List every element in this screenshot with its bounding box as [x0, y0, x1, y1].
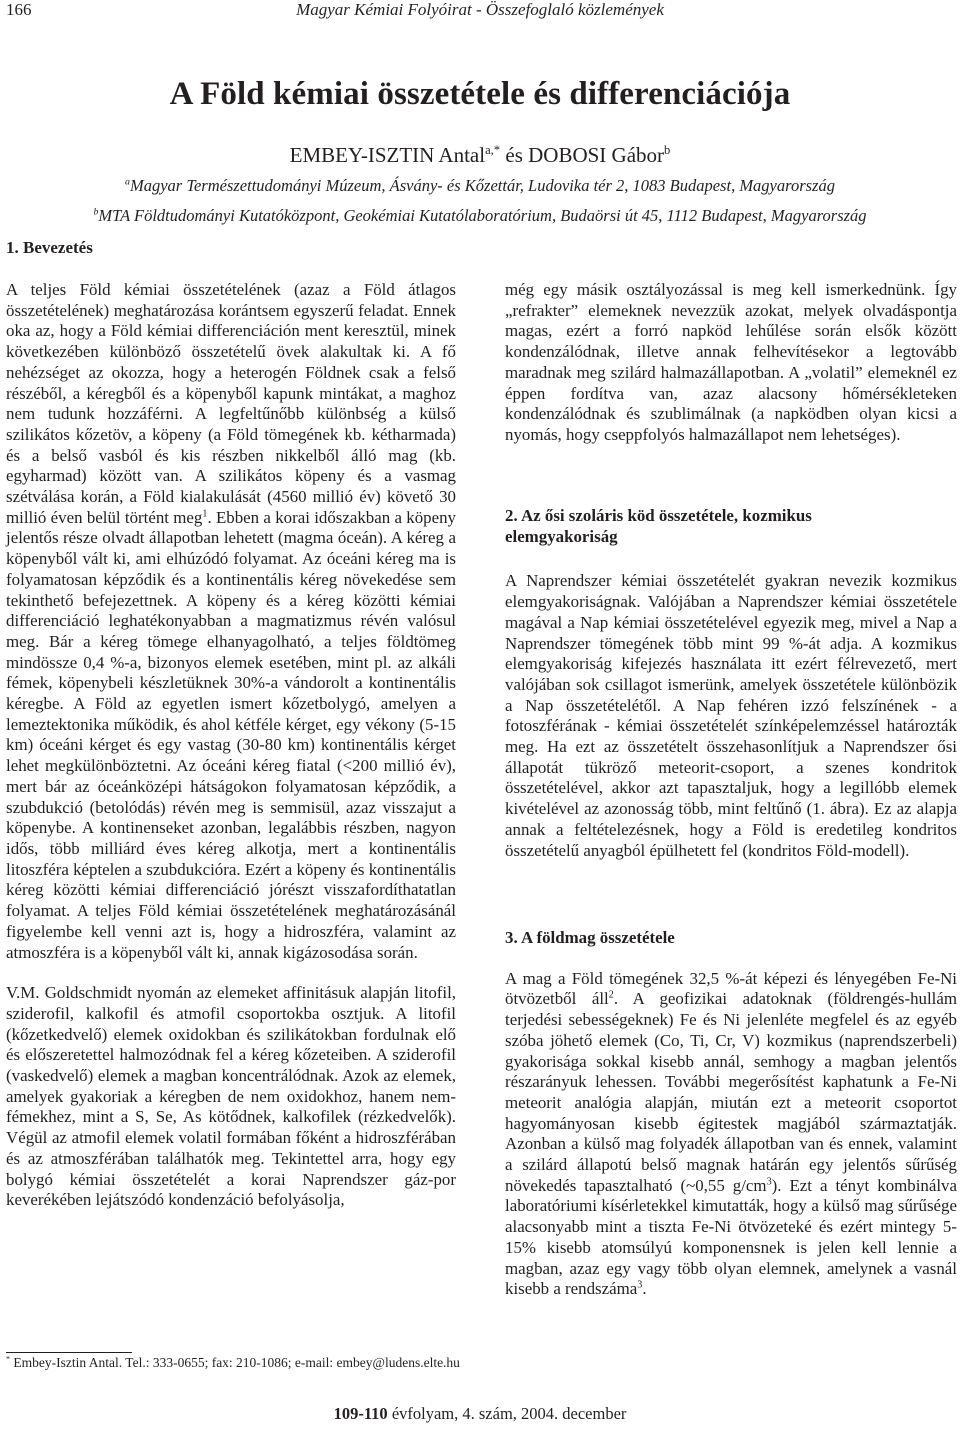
- unit-superscript: 3: [766, 1176, 772, 1188]
- paragraph-goldschmidt: V.M. Goldschmidt nyomán az elemeket affinitásuk alapján litofil, sziderofil, kalkofil és atmofil csoportokba osztjuk. A litofil (kőzetkedvelő) elemek oxidokban és szilikátokban fordulnak elő és előszeretettel halmozódnak fel a kéreg kőzeteiben. A sziderofil (vaskedvelő) elemek a magban koncentrálódnak. Azok az elemek, amelyek gyakoriak a kéregben de nem oxidokhoz, hanem nem-fémekhez, mint a S, Se, As kötődnek, kalkofilek (rézkedvelők). Végül az atmofil elemek volatil formában főként a hidroszférában és az atmoszférában találhatók meg. Tekintettel arra, hogy egy bolygó kémiai összetételét a korai Naprendszer gáz-por keverékében lejátszódó kondenzáció befolyásolja,: [6, 983, 456, 1210]
- paragraph-intro-part-1: A teljes Föld kémiai összetételének (azaz a Föld átlagos összetételének) meghatározása korántsem egyszerű feladat. Ennek oka az, hogy a Föld kémiai differenciáción ment keresztül, minek következében különböző összetételű övek alakultak ki. A fő nehézséget az okozza, hogy a heterogén Földnek csak a felső részéből, a kéregből és a köpenyből kapunk mintákat, a maghoz nem tudunk hozzáférni. A legfeltűnőbb különbség a külső szilikátos kőzetöv, a köpeny (a Föld tömegének kb. kétharmada) és a belső vasból és kis részben nikkelből álló mag (kb. egyharmad) között van. A szilikátos köpeny és a vasmag szétválása korán, a Föld kialakulását (4560 millió év) követő 30 millió éven belül történt meg: [6, 280, 456, 527]
- section-heading-3: 3. A földmag összetétele: [505, 928, 675, 947]
- paragraph-core: [505, 969, 957, 1300]
- author-join: és: [500, 143, 529, 167]
- page-number: 166: [6, 0, 32, 19]
- paragraph-intro: [6, 280, 456, 963]
- footnote: [6, 1355, 460, 1371]
- reference-mark: 1: [202, 508, 208, 520]
- paragraph-core-part-4: .: [642, 1279, 647, 1299]
- paragraph-refractory: még egy másik osztályozással is meg kell ismerkednünk. Így „refrakter” elemeknek nevezzük azokat, melyek olvadáspontja magas, ezért a forró napköd lehűlése során elsők között kondenzálódnak, illetve annak felhevítésekor a legtovább maradnak meg szilárd halmazállapotban. A „volatil” elemeknél ez éppen fordítva van, azaz alacsony hőmérsékleteken kondenzálódnak és szublimálnak (a napködben olyan kicsi a nyomás, hogy cseppfolyós halmazállapot nem lehetséges).: [505, 280, 957, 444]
- reference-mark-3: 3: [637, 1279, 643, 1291]
- article-title: A Föld kémiai összetétele és differenciációja: [169, 76, 791, 112]
- paragraph-intro-part-2: . Ebben a korai időszakban a köpeny jelentős része olvadt állapotban lehetett (magma óceán). A kéreg a köpenyből vált ki, ami elhúzódó folyamat. Az óceáni kéreg ma is folyamatosan képződik és a kontinentális kéreg növekedése sem tekinthető befejezettnek. A köpeny és a kéreg közötti kémiai differenciáció leghatékonyabban a magmatizmus révén valósul meg. Bár a kéreg tömege elhanyagolható, a teljes földtömeg mindössze 0,4 %-a, bizonyos elemek esetében, mint pl. az alkáli fémek, köpenybeli készletüknek 30%-a vándorolt a kontinentális kéregbe. A Föld az egyetlen ismert kőzetbolygó, amelyen a lemeztektonika működik, és ahol kétféle kérget, egy vékony (5-15 km) óceáni kérget és egy vastag (30-80 km) kontinentális kérget lehet megkülönböztetni. Az óceáni kéreg fiatal (<200 millió év), mert bár az óceánközépi hátságokon folyamatosan képződik, a szubdukció (betolódás) révén meg is semmisül, azaz visszajut a köpenybe. A kontinenseket azonban, legalábbis részben, nagyon idős, több milliárd éves kéreg alkotja, mert a kontinentális litoszféra képtelen a szubdukcióra. Ezért a köpeny és kontinentális kéreg közötti kémiai differenciáció jórészt visszafordíthatatlan folyamat. A teljes Föld kémiai összetételének meghatározásánál figyelembe kell venni azt is, hogy a hidroszféra, valamint az atmoszféra is a köpenyből vált ki, annak kigázosodása során.: [6, 507, 456, 962]
- author-2-affiliation-mark: b: [664, 143, 671, 157]
- affiliation-b: [0, 206, 960, 226]
- section-3-block: [505, 928, 957, 1300]
- running-header: Magyar Kémiai Folyóirat - Összefoglaló közlemények: [296, 0, 664, 19]
- affiliation-b-text: MTA Földtudományi Kutatóközpont, Geokémiai Kutatólaboratórium, Budaörsi út 45, 1112 Budapest, Magyarország: [98, 206, 867, 225]
- affiliation-a: [0, 176, 960, 196]
- reference-mark-2: 2: [608, 989, 614, 1001]
- section-heading-2: [505, 506, 957, 547]
- author-2: DOBOSI Gábor: [528, 143, 665, 167]
- author-1: EMBEY-ISZTIN Antal: [289, 143, 486, 167]
- footnote-text: Embey-Isztin Antal. Tel.: 333-0655; fax: 210-1086; e-mail: embey@ludens.elte.hu: [10, 1355, 460, 1370]
- affiliation-a-text: Magyar Természettudományi Múzeum, Ásvány- és Kőzettár, Ludovika tér 2, 1083 Budapest, Magyarország: [129, 176, 835, 195]
- footnote-mark: *: [6, 1354, 11, 1364]
- affiliation-b-mark: b: [93, 206, 99, 218]
- paragraph-core-part-3: ). Ezt a tényt kombinálva laboratóriumi kísérletekkel kimutatták, hogy a külső mag sűrűsége alacsonyabb mint a tiszta Fe-Ni ötvözeteké és ezért mintegy 5-15% kisebb atomsúlyú komponensnek is jelen kell lennie a magban, azaz egy vagy több olyan elemnek, amelynek a vasnál kisebb a rendszáma: [505, 1175, 958, 1299]
- right-column-top: [505, 280, 957, 446]
- footer-volume: 109-110: [333, 1404, 388, 1423]
- author-1-affiliation-mark: a,*: [485, 143, 501, 157]
- section-heading-2-line-1: 2. Az ősi szoláris köd összetétele, kozmikus: [505, 506, 812, 525]
- footer-issue: évfolyam, 4. szám, 2004. december: [387, 1404, 627, 1423]
- footnote-rule: [6, 1352, 132, 1353]
- left-column: [6, 280, 456, 1211]
- paragraph-solar-composition: A Naprendszer kémiai összetételét gyakran nevezik kozmikus elemgyakoriságnak. Valójában a Naprendszer kémiai összetétele magával a Nap kémiai összetételével egyezik meg, mivel a Nap a Naprendszer tömegének több mint 99 %-át adja. A kozmikus elemgyakoriság kifejezés használata itt ezért félrevezető, mert valójában sok csillagot ismerünk, amelyek összetétele különbözik a Nap összetételétől. A Nap fehéren izzó felszínének - a fotoszférának - kémiai összetételét színképelemzéssel határozták meg. Ha ezt az összetételt összehasonlítjuk a Naprendszer ősi állapotát tükröző meteorit-csoport, a szenes kondritok összetételével, akkor azt tapasztaljuk, hogy a legillóbb elemek kivételével az azonosság több, mint feltűnő (1. ábra). Ez az alapja annak a feltételezésnek, hogy a Föld is eredetileg kondritos összetételű anyagból épülhetett fel (kondritos Föld-modell).: [505, 571, 957, 860]
- page-footer: [0, 1404, 960, 1424]
- section-heading-1: 1. Bevezetés: [6, 238, 93, 257]
- author-line: [0, 143, 960, 168]
- paragraph-core-part-1: A mag a Föld tömegének 32,5 %-át képezi és lényegében Fe-Ni ötvözetből áll: [505, 968, 957, 1009]
- section-2-block: [505, 506, 957, 861]
- paragraph-core-part-2: . A geofizikai adatoknak (földrengés-hullám terjedési sebességeknek) Fe és Ni jelenléte megfelel és az egyéb szóba jöhető elemek (Co, Ti, Cr, V) kozmikus (naprendszerbeli) gyakorisága sokkal kisebb annál, semhogy a magban jelentős részarányuk lehessen. További megerősítést kaphatunk a Fe-Ni meteorit analógia alapján, miután ezt a meteorit csoportot hagyományosan kisebb égitestek magjából származtatják. Azonban a külső mag folyadék állapotban van és ennek, valamint a szilárd állapotú belső magnak határán egy jelentős sűrűség növekedés tapasztalható (~0,55 g/cm: [505, 989, 957, 1195]
- section-heading-2-line-2: elemgyakoriság: [505, 526, 618, 546]
- affiliation-a-mark: a: [125, 176, 130, 188]
